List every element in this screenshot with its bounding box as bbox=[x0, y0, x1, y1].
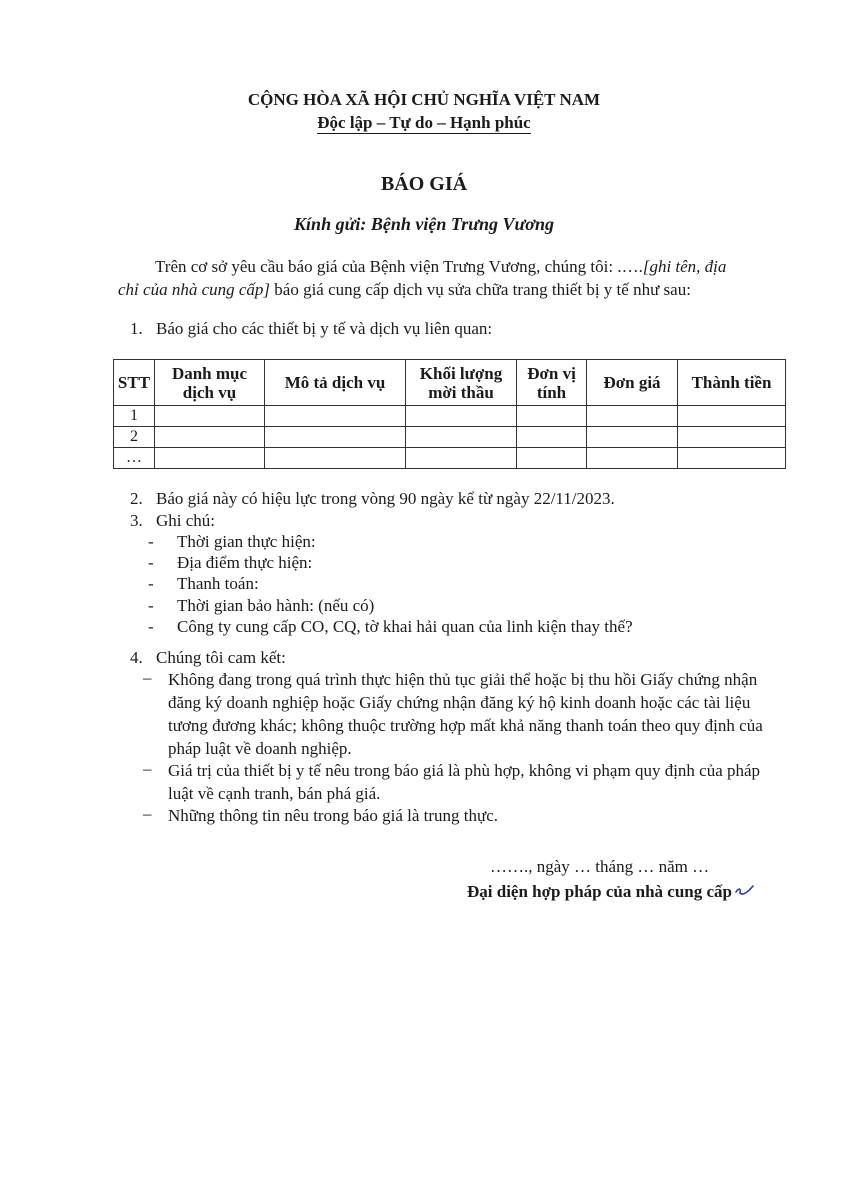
date-line: ……., ngày … tháng … năm … bbox=[490, 857, 710, 876]
table-cell bbox=[678, 406, 786, 427]
table-row bbox=[114, 406, 786, 427]
col-header-stt: STT bbox=[114, 360, 155, 406]
intro-text: Trên cơ sở yêu cầu báo giá của Bệnh viện Trưng Vương, chúng tôi: .…. bbox=[155, 257, 643, 276]
table-cell bbox=[678, 448, 786, 469]
table-cell: … bbox=[114, 448, 155, 469]
col-header-total: Thành tiền bbox=[678, 360, 786, 406]
col-header-quantity: Khối lượng mời thầu bbox=[406, 360, 517, 406]
table-cell: 1 bbox=[114, 406, 155, 427]
table-cell bbox=[587, 448, 678, 469]
table-cell bbox=[517, 427, 587, 448]
intro-paragraph bbox=[118, 255, 768, 301]
table-cell bbox=[155, 406, 265, 427]
section-number: 4. bbox=[130, 648, 143, 667]
section-text: Báo giá cho các thiết bị y tế và dịch vụ liên quan: bbox=[156, 319, 493, 338]
representative-label: Đại diện hợp pháp của nhà cung cấp bbox=[467, 882, 756, 902]
section-4 bbox=[130, 647, 730, 669]
intro-text-cont: báo giá cung cấp dịch vụ sửa chữa trang thiết bị y tế như sau: bbox=[270, 280, 691, 299]
col-header-unit: Đơn vị tính bbox=[517, 360, 587, 406]
recipient-line: Kính gửi: Bệnh viện Trưng Vương bbox=[294, 214, 554, 234]
table-row bbox=[114, 427, 786, 448]
table-cell bbox=[265, 427, 406, 448]
table-cell bbox=[517, 448, 587, 469]
col-header-service: Danh mục dịch vụ bbox=[155, 360, 265, 406]
table-row bbox=[114, 448, 786, 469]
section-1 bbox=[130, 318, 730, 340]
section-number: 1. bbox=[130, 319, 143, 338]
table-cell bbox=[155, 427, 265, 448]
table-cell bbox=[587, 406, 678, 427]
section-text: Chúng tôi cam kết: bbox=[156, 648, 286, 667]
table-cell bbox=[406, 448, 517, 469]
quote-table bbox=[113, 359, 786, 469]
table-cell bbox=[406, 427, 517, 448]
table-cell bbox=[406, 406, 517, 427]
document-title: BÁO GIÁ bbox=[380, 173, 468, 195]
national-motto: Độc lập – Tự do – Hạnh phúc bbox=[317, 113, 531, 132]
col-header-unit-price: Đơn giá bbox=[587, 360, 678, 406]
section-2 bbox=[130, 488, 730, 510]
table-cell bbox=[155, 448, 265, 469]
table-cell bbox=[678, 427, 786, 448]
intro-placeholder-cont: chỉ của nhà cung cấp] bbox=[118, 280, 271, 299]
section-3 bbox=[130, 510, 730, 532]
table-cell: 2 bbox=[114, 427, 155, 448]
section-number: 2. bbox=[130, 489, 143, 508]
col-header-description: Mô tả dịch vụ bbox=[265, 360, 406, 406]
section-text: Báo giá này có hiệu lực trong vòng 90 ngày kể từ ngày 22/11/2023. bbox=[156, 489, 615, 508]
intro-placeholder: [ghi tên, địa bbox=[642, 257, 727, 276]
table-cell bbox=[265, 448, 406, 469]
table-header-row bbox=[114, 360, 786, 406]
table-cell bbox=[265, 406, 406, 427]
section-number: 3. bbox=[130, 511, 143, 530]
handwritten-mark bbox=[734, 883, 756, 899]
section-text: Ghi chú: bbox=[156, 511, 216, 530]
national-header: CỘNG HÒA XÃ HỘI CHỦ NGHĨA VIỆT NAM bbox=[247, 90, 601, 109]
table-cell bbox=[517, 406, 587, 427]
table-cell bbox=[587, 427, 678, 448]
